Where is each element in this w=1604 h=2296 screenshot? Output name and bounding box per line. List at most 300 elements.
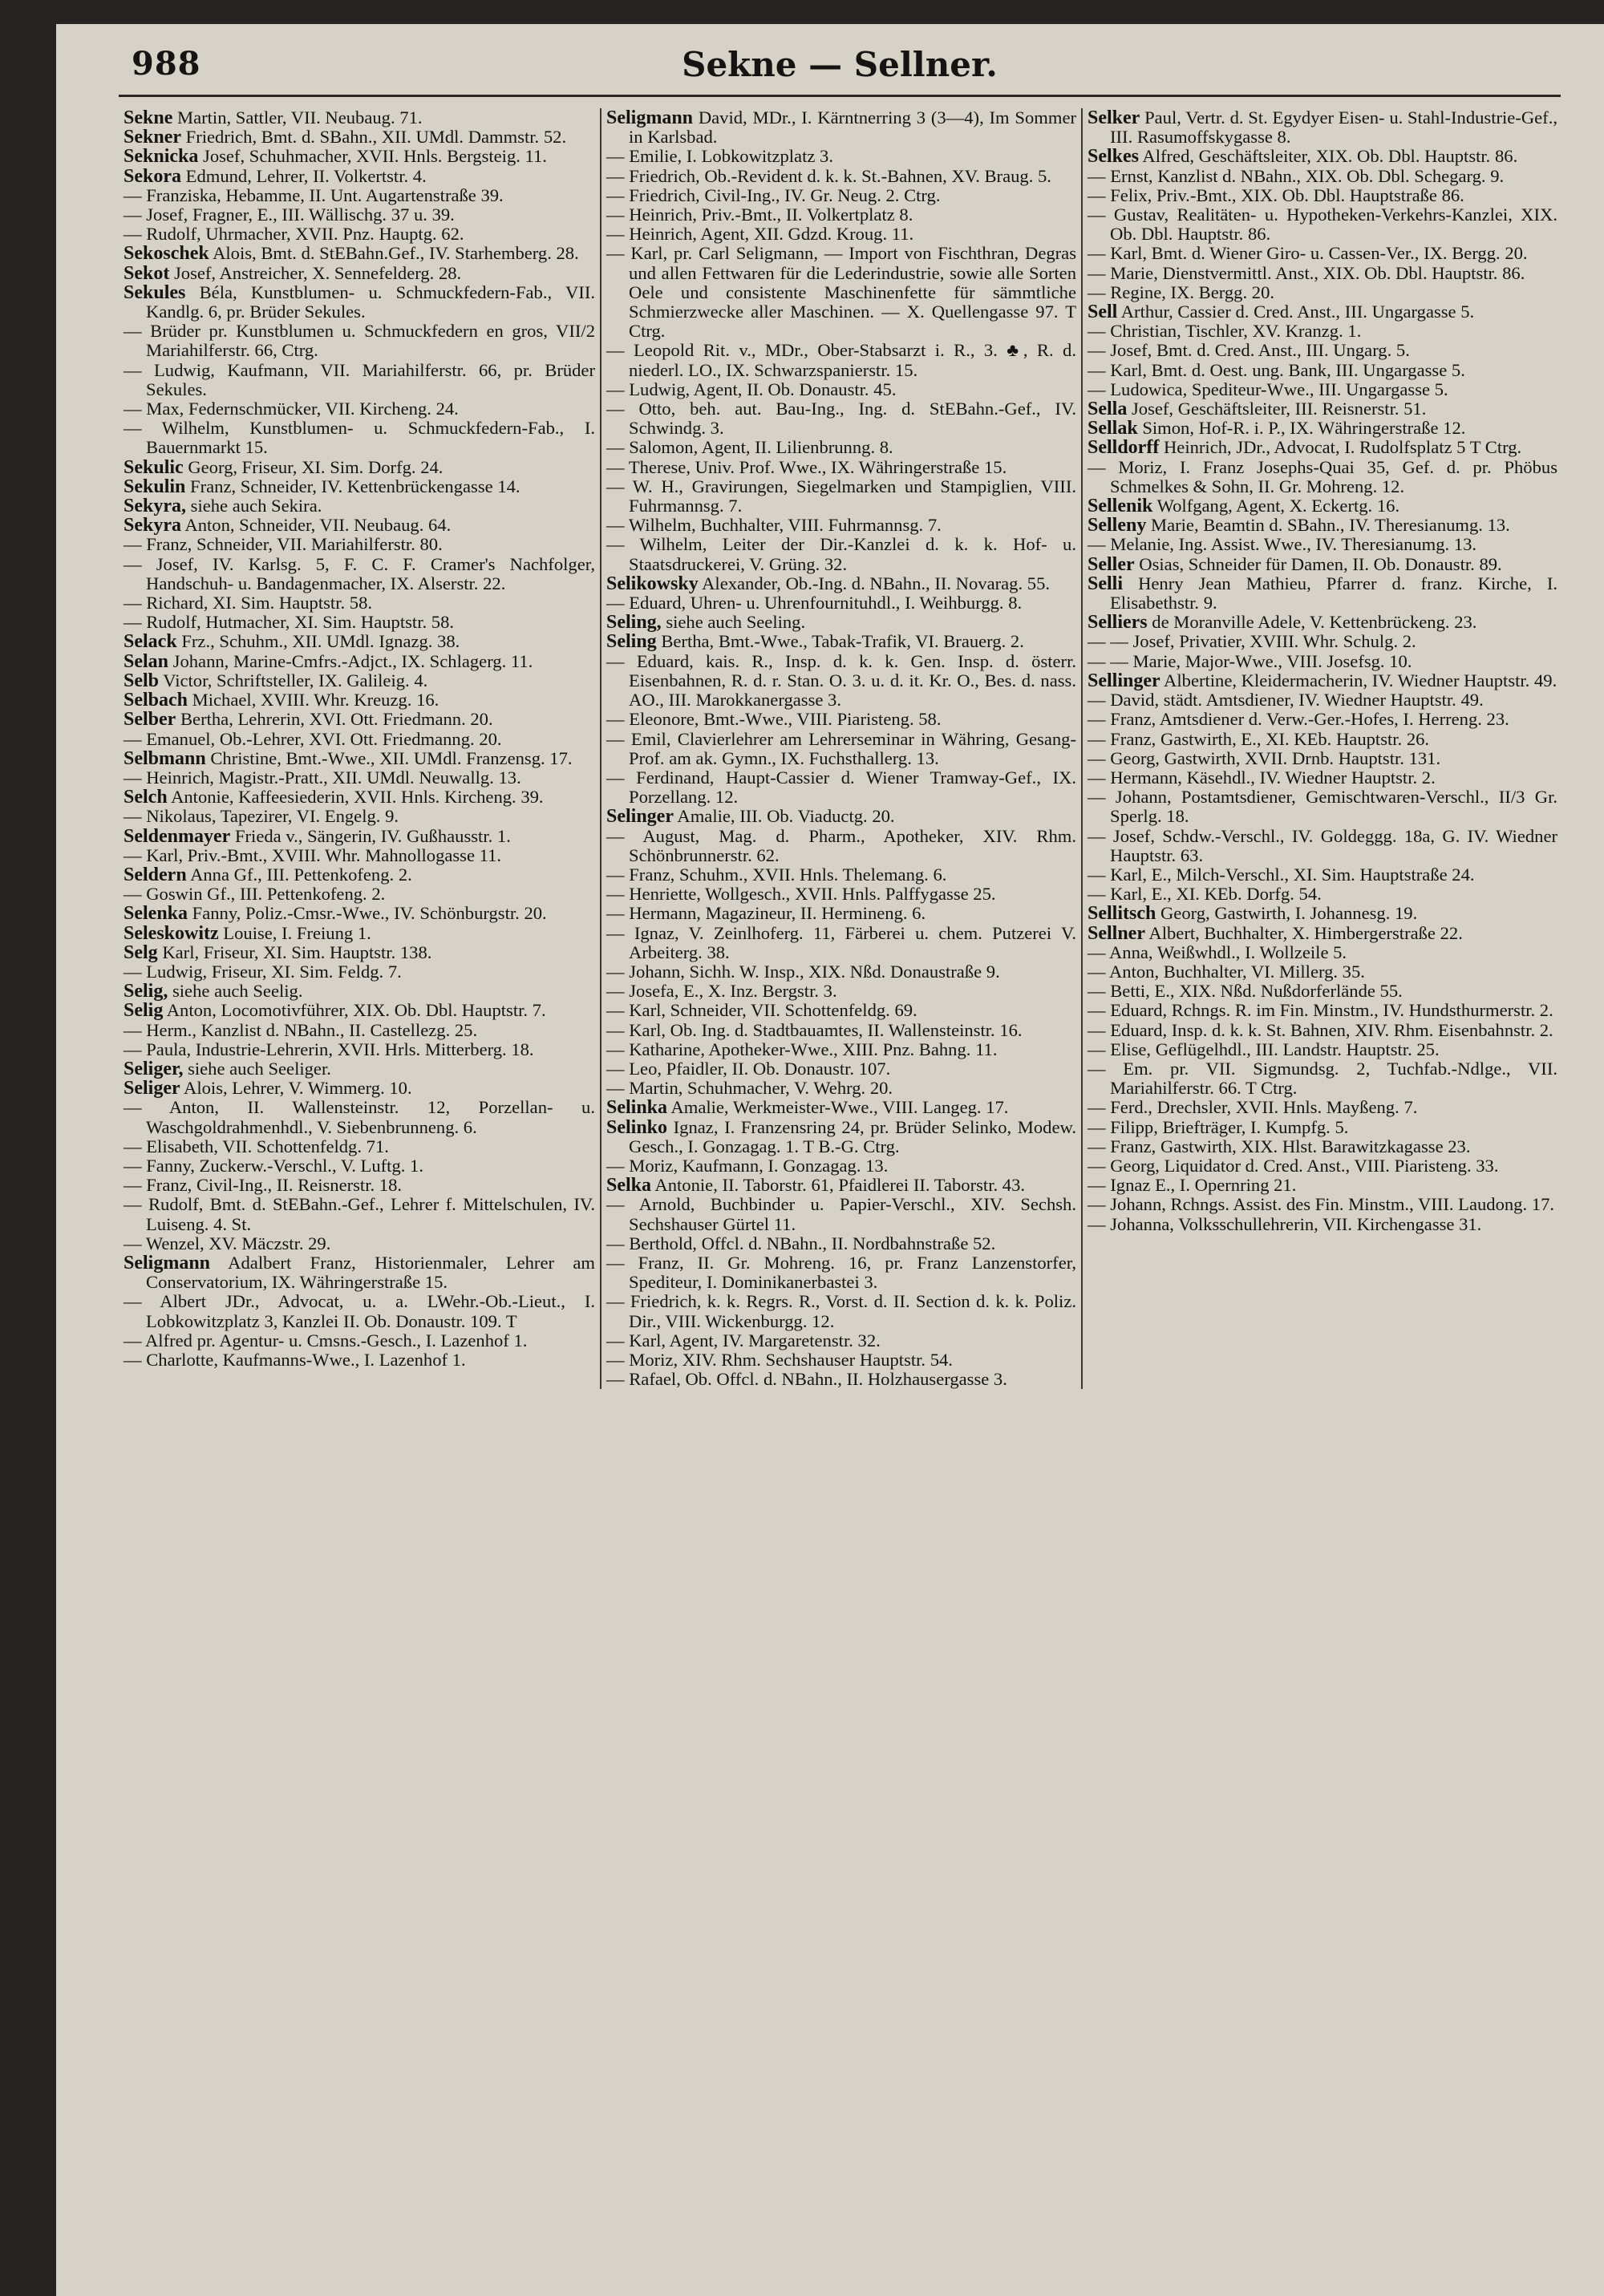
entry-details: Alfred, Geschäftsleiter, XIX. Ob. Dbl. Hauptstr. 86. <box>1139 146 1518 167</box>
entry-details: — Karl, Bmt. d. Wiener Giro- u. Cassen-Ver., IX. Bergg. 20. <box>1088 243 1528 264</box>
entry-surname: Selack <box>124 631 177 653</box>
entry-details: — Franz, Gastwirth, XIX. Hlst. Barawitzkagasse 23. <box>1088 1136 1471 1156</box>
directory-entry <box>606 885 1076 904</box>
entry-details: — Johanna, Volksschullehrerin, VII. Kirchengasse 31. <box>1088 1213 1482 1234</box>
entry-details: Antonie, II. Taborstr. 61, Pfaidlerei II. Taborstr. 43. <box>651 1175 1026 1196</box>
directory-entry <box>1088 1021 1557 1040</box>
entry-surname: Seliger, <box>124 1058 184 1079</box>
entry-surname: Sekne <box>124 107 173 128</box>
entry-details: — Friedrich, k. k. Regrs. R., Vorst. d. II. Section d. k. k. Poliz. Dir., VIII. Wickenburgg. 12. <box>606 1291 1076 1331</box>
entry-surname: Sellitsch <box>1088 903 1156 925</box>
entry-details: David, MDr., I. Kärntnerring 3 (3—4), Im Sommer in Karlsbad. <box>629 107 1076 148</box>
entry-details: — Ludwig, Agent, II. Ob. Donaustr. 45. <box>606 379 897 399</box>
directory-entry <box>124 865 595 885</box>
entry-details: Frieda v., Sängerin, IV. Gußhausstr. 1. <box>230 825 511 846</box>
entry-details: Ignaz, I. Franzensring 24, pr. Brüder Selinko, Modew. Gesch., I. Gonzagag. 1. T B.-G. Ctrg. <box>629 1116 1076 1156</box>
directory-entry <box>1088 322 1557 341</box>
directory-entry <box>1088 1176 1557 1195</box>
entry-details: — Ludwig, Friseur, XI. Sim. Feldg. 7. <box>124 961 402 982</box>
entry-details: Marie, Beamtin d. SBahn., IV. Theresianumg. 13. <box>1146 515 1510 536</box>
entry-details: — Eduard, Rchngs. R. im Fin. Minstm., IV. Hundsthurmerstr. 2. <box>1088 1000 1553 1021</box>
directory-entry <box>1088 865 1557 885</box>
entry-details: — Franz, Amtsdiener d. Verw.-Ger.-Hofes, I. Herreng. 23. <box>1088 709 1509 730</box>
directory-entry <box>1088 361 1557 380</box>
entry-details: Amalie, III. Ob. Viaductg. 20. <box>674 806 895 827</box>
directory-entry <box>606 710 1076 729</box>
directory-entry <box>124 924 595 943</box>
directory-entry <box>124 1040 595 1059</box>
directory-entry <box>1088 788 1557 826</box>
entry-details: — Nikolaus, Tapezirer, VI. Engelg. 9. <box>124 806 399 827</box>
directory-entry <box>124 690 595 710</box>
directory-entry <box>606 1001 1076 1020</box>
entry-details: Friedrich, Bmt. d. SBahn., XII. UMdl. Dammstr. 52. <box>181 127 567 148</box>
directory-entry <box>606 1292 1076 1330</box>
entry-details: — Heinrich, Agent, XII. Gdzd. Kroug. 11. <box>606 224 914 245</box>
entry-details: — Franz, Civil-Ing., II. Reisnerstr. 18. <box>124 1175 403 1196</box>
entry-details: Amalie, Werkmeister-Wwe., VIII. Langeg. 17. <box>667 1097 1009 1118</box>
entry-details: siehe auch Sekira. <box>186 496 322 516</box>
entry-details: — Wenzel, XV. Mäczstr. 29. <box>124 1233 331 1253</box>
entry-details: Arthur, Cassier d. Cred. Anst., III. Ungargasse 5. <box>1117 302 1475 322</box>
entry-surname: Seligmann <box>124 1252 211 1274</box>
entry-details: — Otto, beh. aut. Bau-Ing., Ing. d. StEBahn.-Gef., IV. Schwindg. 3. <box>606 399 1076 439</box>
directory-entry <box>606 924 1076 962</box>
directory-entry <box>124 147 595 166</box>
directory-entry <box>124 962 595 982</box>
entry-details: — David, städt. Amtsdiener, IV. Wiedner Hauptstr. 49. <box>1088 690 1484 711</box>
entry-surname: Selleny <box>1088 515 1147 537</box>
entry-surname: Selig, <box>124 981 168 1002</box>
entry-surname: Selenka <box>124 903 188 925</box>
entry-details: de Moranville Adele, V. Kettenbrückeng. 23. <box>1147 612 1477 633</box>
page-number: 988 <box>132 45 201 83</box>
entry-details: — Gustav, Realitäten- u. Hypotheken-Verkehrs-Kanzlei, XIX. Ob. Dbl. Hauptstr. 86. <box>1088 204 1557 245</box>
directory-entry <box>1088 632 1557 651</box>
entry-details: — Leo, Pfaidler, II. Ob. Donaustr. 107. <box>606 1058 891 1079</box>
directory-entry <box>124 555 595 593</box>
directory-entry <box>124 244 595 263</box>
directory-entry <box>1088 244 1557 263</box>
entry-details: — Ludwig, Kaufmann, VII. Mariahilferstr. 66, pr. Brüder Sekules. <box>124 359 595 399</box>
directory-entry <box>606 380 1076 399</box>
directory-entry <box>1088 380 1557 399</box>
entry-details: — Moriz, XIV. Rhm. Sechshauser Hauptstr. 54. <box>606 1350 953 1370</box>
directory-entry <box>124 749 595 768</box>
entry-details: — Regine, IX. Bergg. 20. <box>1088 281 1275 302</box>
directory-entry <box>1088 885 1557 904</box>
directory-entry <box>606 147 1076 166</box>
directory-entry <box>124 1098 595 1136</box>
entry-surname: Sekner <box>124 127 181 148</box>
directory-entry <box>1088 1195 1557 1214</box>
entry-details: Antonie, Kaffeesiederin, XVII. Hnls. Kircheng. 39. <box>167 787 544 808</box>
entry-surname: Selbmann <box>124 747 206 769</box>
directory-entry <box>124 632 595 651</box>
directory-entry <box>1088 574 1557 613</box>
entry-surname: Seling, <box>606 612 662 634</box>
directory-entry <box>1088 613 1557 632</box>
entry-details: — Franz, II. Gr. Mohreng. 16, pr. Franz Lanzenstorfer, Spediteur, I. Dominikanerbastei 3. <box>606 1252 1076 1293</box>
entry-details: Victor, Schriftsteller, IX. Galileig. 4. <box>159 670 428 690</box>
directory-entry <box>124 1021 595 1040</box>
entry-details: — Ignaz, V. Zeinlhoferg. 11, Färberei u. chem. Putzerei V. Arbeiterg. 38. <box>606 922 1076 962</box>
entry-details: — Friedrich, Civil-Ing., IV. Gr. Neug. 2. Ctrg. <box>606 184 941 205</box>
directory-entry <box>606 477 1076 516</box>
directory-entry <box>124 1195 595 1233</box>
entry-details: — — Marie, Major-Wwe., VIII. Josefsg. 10. <box>1088 650 1412 671</box>
entry-details: — Moriz, Kaufmann, I. Gonzagag. 13. <box>606 1155 889 1176</box>
directory-entry <box>124 496 595 516</box>
directory-entry <box>606 167 1076 186</box>
directory-entry <box>606 458 1076 477</box>
entry-details: — Wilhelm, Kunstblumen- u. Schmuckfedern-Fab., I. Bauernmarkt 15. <box>124 418 595 458</box>
entry-details: — W. H., Gravirungen, Siegelmarken und Stampiglien, VIII. Fuhrmannsg. 7. <box>606 476 1076 516</box>
directory-entry <box>606 186 1076 205</box>
entry-details: — Georg, Gastwirth, XVII. Drnb. Hauptstr. 131. <box>1088 747 1441 768</box>
directory-entry <box>1088 1156 1557 1176</box>
entry-details: — Josef, Schdw.-Verschl., IV. Goldeggg. 18a, G. IV. Wiedner Hauptstr. 63. <box>1088 825 1557 865</box>
entry-details: Henry Jean Mathieu, Pfarrer d. franz. Kirche, I. Elisabethstr. 9. <box>1110 573 1557 613</box>
directory-entry <box>124 768 595 788</box>
entry-surname: Sekyra <box>124 515 181 537</box>
entry-details: — Franz, Gastwirth, E., XI. KEb. Hauptstr. 26. <box>1088 728 1430 749</box>
entry-surname: Seldern <box>124 864 187 885</box>
directory-entry <box>606 827 1076 865</box>
directory-entry <box>606 1098 1076 1117</box>
directory-entry <box>1088 962 1557 982</box>
directory-entry <box>606 1156 1076 1176</box>
entry-details: Louise, I. Freiung 1. <box>218 922 371 943</box>
directory-entry <box>1088 419 1557 438</box>
directory-entry <box>1088 690 1557 710</box>
entry-surname: Selinka <box>606 1097 668 1119</box>
directory-entry <box>1088 108 1557 147</box>
entry-details: — Heinrich, Priv.-Bmt., II. Volkertplatz 8. <box>606 204 913 225</box>
entry-details: Alois, Lehrer, V. Wimmerg. 10. <box>180 1078 412 1099</box>
entry-details: Edmund, Lehrer, II. Volkertstr. 4. <box>181 165 427 186</box>
entry-details: — Franziska, Hebamme, II. Unt. Augartenstraße 39. <box>124 184 504 205</box>
directory-entry <box>606 807 1076 826</box>
directory-entry <box>124 205 595 225</box>
entry-details: — Herm., Kanzlist d. NBahn., II. Castellezg. 25. <box>124 1019 478 1040</box>
entry-surname: Seldenmayer <box>124 825 231 847</box>
entry-details: — Ferdinand, Haupt-Cassier d. Wiener Tramway-Gef., IX. Porzellang. 12. <box>606 767 1076 808</box>
entry-details: — Christian, Tischler, XV. Kranzg. 1. <box>1088 321 1362 342</box>
entry-details: — Johann, Rchngs. Assist. des Fin. Minstm., VIII. Laudong. 17. <box>1088 1194 1555 1215</box>
directory-entry <box>1088 1001 1557 1020</box>
entry-details: — Rafael, Ob. Offcl. d. NBahn., II. Holzhausergasse 3. <box>606 1369 1007 1390</box>
entry-details: — Eleonore, Bmt.-Wwe., VIII. Piaristeng. 58. <box>606 709 942 730</box>
entry-details: — Filipp, Briefträger, I. Kumpfg. 5. <box>1088 1116 1349 1137</box>
directory-entry <box>606 574 1076 593</box>
directory-entry <box>606 1176 1076 1195</box>
directory-entry <box>606 1195 1076 1233</box>
entry-columns <box>119 108 1561 1389</box>
entry-details: — Ferd., Drechsler, XVII. Hnls. Mayßeng. 7. <box>1088 1097 1418 1118</box>
entry-surname: Selinko <box>606 1116 668 1138</box>
entry-details: — Anton, II. Wallensteinstr. 12, Porzellan- u. Waschgoldrahmenhdl., V. Siebenbrunneng. 6. <box>124 1097 595 1137</box>
directory-entry <box>606 516 1076 535</box>
directory-entry <box>124 1137 595 1156</box>
directory-entry <box>606 535 1076 573</box>
entry-details: — Ignaz E., I. Opernring 21. <box>1088 1175 1297 1196</box>
entry-details: — Felix, Priv.-Bmt., XIX. Ob. Dbl. Hauptstraße 86. <box>1088 184 1464 205</box>
entry-details: — Hermann, Käsehdl., IV. Wiedner Hauptstr. 2. <box>1088 767 1436 788</box>
entry-surname: Selliers <box>1088 612 1148 634</box>
directory-entry <box>1088 167 1557 186</box>
entry-details: — Karl, Priv.-Bmt., XVIII. Whr. Mahnollogasse 11. <box>124 844 502 865</box>
entry-surname: Selch <box>124 787 168 808</box>
directory-entry <box>606 1079 1076 1098</box>
entry-details: — Hermann, Magazineur, II. Hermineng. 6. <box>606 903 926 924</box>
running-head: Sekne — Sellner. <box>682 45 998 84</box>
directory-entry <box>124 1079 595 1098</box>
directory-entry <box>606 962 1076 982</box>
entry-details: — Karl, Schneider, VII. Schottenfeldg. 69. <box>606 1000 917 1021</box>
entry-details: — Rudolf, Bmt. d. StEBahn.-Gef., Lehrer f. Mittelschulen, IV. Luiseng. 4. St. <box>124 1194 595 1234</box>
directory-entry <box>1088 652 1557 671</box>
entry-details: — Ernst, Kanzlist d. NBahn., XIX. Ob. Dbl. Schegarg. 9. <box>1088 165 1505 186</box>
directory-entry <box>1088 904 1557 923</box>
directory-entry <box>124 1350 595 1370</box>
entry-details: — Johann, Postamtsdiener, Gemischtwaren-Verschl., II/3 Gr. Sperlg. 18. <box>1088 787 1557 827</box>
entry-details: — Brüder pr. Kunstblumen u. Schmuckfedern en gros, VII/2 Mariahilferstr. 66, Ctrg. <box>124 321 595 361</box>
directory-entry <box>606 593 1076 613</box>
directory-entry <box>606 108 1076 147</box>
entry-surname: Sekora <box>124 165 181 187</box>
entry-surname: Selka <box>606 1175 652 1197</box>
directory-entry <box>606 865 1076 885</box>
entry-details: — Anna, Weißwhdl., I. Wollzeile 5. <box>1088 941 1347 962</box>
directory-entry <box>1088 147 1557 166</box>
entry-details: Josef, Anstreicher, X. Sennefelderg. 28. <box>169 262 462 283</box>
directory-entry <box>1088 535 1557 554</box>
directory-entry <box>124 788 595 807</box>
entry-details: — Berthold, Offcl. d. NBahn., II. Nordbahnstraße 52. <box>606 1233 996 1253</box>
directory-entry <box>124 1156 595 1176</box>
entry-surname: Selan <box>124 650 169 672</box>
entry-surname: Sekulic <box>124 456 184 478</box>
directory-entry <box>124 128 595 147</box>
entry-surname: Seknicka <box>124 146 199 168</box>
directory-entry <box>1088 438 1557 457</box>
entry-surname: Selber <box>124 709 176 731</box>
entry-surname: Selig <box>124 1000 164 1022</box>
directory-entry <box>124 904 595 923</box>
directory-entry <box>1088 1215 1557 1234</box>
entry-details: — Em. pr. VII. Sigmundsg. 2, Tuchfab.-Ndlge., VII. Mariahilferstr. 66. T Ctrg. <box>1088 1058 1557 1099</box>
entry-details: — August, Mag. d. Pharm., Apotheker, XIV. Rhm. Schönbrunnerstr. 62. <box>606 825 1076 865</box>
entry-details: Alois, Bmt. d. StEBahn.Gef., IV. Starhemberg. 28. <box>209 243 579 264</box>
entry-surname: Seling <box>606 631 657 653</box>
directory-entry <box>1088 399 1557 419</box>
scan-edge-top <box>0 0 1604 24</box>
entry-surname: Selinger <box>606 806 674 828</box>
entry-details: Wolfgang, Agent, X. Eckertg. 16. <box>1152 496 1400 516</box>
entry-surname: Sekot <box>124 262 170 284</box>
entry-details: — Karl, pr. Carl Seligmann, — Import von Fischthran, Degras und allen Fettwaren für die Lederindustrie, sowie alle Sorten Oele und consistente Maschinenfette für sämmtliche Schmierzwecke aller Maschinen. — X. Quellengasse 97. T Ctrg. <box>606 243 1076 342</box>
entry-details: — Salomon, Agent, II. Lilienbrunng. 8. <box>606 437 893 458</box>
directory-entry <box>1088 1040 1557 1059</box>
directory-entry <box>1088 496 1557 516</box>
entry-details: — Heinrich, Magistr.-Pratt., XII. UMdl. Neuwallg. 13. <box>124 767 521 788</box>
entry-surname: Seller <box>1088 553 1135 575</box>
directory-entry <box>606 341 1076 379</box>
entry-details: — Wilhelm, Buchhalter, VIII. Fuhrmannsg. 7. <box>606 515 942 536</box>
directory-entry <box>124 846 595 865</box>
directory-entry <box>1088 1059 1557 1098</box>
entry-details: — Goswin Gf., III. Pettenkofeng. 2. <box>124 884 386 905</box>
entry-details: — Wilhelm, Leiter der Dir.-Kanzlei d. k. k. Hof- u. Staatsdruckerei, V. Grüng. 32. <box>606 534 1076 574</box>
entry-details: — Emanuel, Ob.-Lehrer, XVI. Ott. Friedmanng. 20. <box>124 728 502 749</box>
entry-details: — Richard, XI. Sim. Hauptstr. 58. <box>124 593 373 613</box>
entry-details: Josef, Geschäftsleiter, III. Reisnerstr. 51. <box>1127 399 1427 419</box>
entry-details: — Georg, Liquidator d. Cred. Anst., VIII. Piaristeng. 33. <box>1088 1155 1499 1176</box>
entry-details: siehe auch Seelig. <box>168 981 303 1002</box>
directory-entry <box>124 225 595 244</box>
directory-entry <box>124 671 595 690</box>
directory-entry <box>124 1001 595 1020</box>
directory-entry <box>124 1253 595 1292</box>
entry-details: Fanny, Poliz.-Cmsr.-Wwe., IV. Schönburgstr. 20. <box>188 903 547 924</box>
entry-surname: Selg <box>124 941 158 963</box>
entry-details: — Eduard, Uhren- u. Uhrenfournituhdl., I. Weihburgg. 8. <box>606 593 1023 613</box>
entry-surname: Sellak <box>1088 418 1138 439</box>
entry-details: — Josef, Bmt. d. Cred. Anst., III. Ungarg. 5. <box>1088 340 1410 361</box>
entry-details: Georg, Gastwirth, I. Johannesg. 19. <box>1156 903 1418 924</box>
entry-details: Josef, Schuhmacher, XVII. Hnls. Bergsteig. 11. <box>198 146 547 167</box>
directory-entry <box>1088 730 1557 749</box>
directory-entry <box>606 632 1076 651</box>
entry-details: — Karl, E., XI. KEb. Dorfg. 54. <box>1088 884 1322 905</box>
entry-details: Georg, Friseur, XI. Sim. Dorfg. 24. <box>183 456 444 477</box>
directory-entry <box>606 1059 1076 1079</box>
directory-entry <box>606 244 1076 341</box>
directory-entry <box>1088 924 1557 943</box>
directory-entry <box>124 593 595 613</box>
entry-details: — Katharine, Apotheker-Wwe., XIII. Pnz. Bahng. 11. <box>606 1039 998 1059</box>
directory-entry <box>1088 186 1557 205</box>
directory-entry <box>606 225 1076 244</box>
entry-details: — Karl, Bmt. d. Oest. ung. Bank, III. Ungargasse 5. <box>1088 359 1465 380</box>
directory-entry <box>606 982 1076 1001</box>
directory-entry <box>606 652 1076 711</box>
directory-entry <box>1088 264 1557 283</box>
entry-details: Karl, Friseur, XI. Sim. Hauptstr. 138. <box>157 941 432 962</box>
entry-details: — Emil, Clavierlehrer am Lehrerseminar in Währing, Gesang-Prof. am ak. Gymn., IX. Fuchsthallerg. 13. <box>606 728 1076 768</box>
entry-details: Adalbert Franz, Historienmaler, Lehrer am Conservatorium, IX. Währingerstraße 15. <box>146 1252 595 1293</box>
directory-entry <box>124 108 595 128</box>
directory-entry <box>124 167 595 186</box>
entry-details: Heinrich, JDr., Advocat, I. Rudolfsplatz 5 T Ctrg. <box>1159 437 1522 458</box>
directory-entry <box>1088 283 1557 302</box>
entry-details: Anton, Schneider, VII. Neubaug. 64. <box>181 515 452 536</box>
directory-entry <box>1088 341 1557 360</box>
directory-entry <box>1088 710 1557 729</box>
directory-entry <box>124 982 595 1001</box>
entry-details: — Ludowica, Spediteur-Wwe., III. Ungargasse 5. <box>1088 379 1448 399</box>
directory-entry <box>1088 671 1557 690</box>
entry-surname: Sell <box>1088 302 1118 323</box>
directory-entry <box>1088 205 1557 244</box>
directory-entry <box>124 1331 595 1350</box>
entry-details: — Karl, Agent, IV. Margaretenstr. 32. <box>606 1330 881 1350</box>
entry-details: — Albert JDr., Advocat, u. a. LWehr.-Ob.-Lieut., I. Lobkowitzplatz 3, Kanzlei II. Ob. Donaustr. 109. T <box>124 1291 595 1331</box>
entry-details: — Karl, E., Milch-Verschl., XI. Sim. Hauptstraße 24. <box>1088 864 1475 885</box>
directory-entry <box>124 1234 595 1253</box>
entry-details: siehe auch Seeling. <box>661 612 806 633</box>
entry-surname: Sekules <box>124 281 186 303</box>
directory-entry <box>124 652 595 671</box>
entry-surname: Selldorff <box>1088 437 1160 459</box>
directory-entry <box>124 1292 595 1330</box>
entry-details: — Elise, Geflügelhdl., III. Landstr. Hauptstr. 25. <box>1088 1039 1440 1059</box>
directory-entry <box>606 205 1076 225</box>
entry-surname: Sekulin <box>124 476 186 497</box>
entry-surname: Sellner <box>1088 922 1145 944</box>
entry-details: Simon, Hof-R. i. P., IX. Währingerstraße 12. <box>1137 418 1466 439</box>
entry-details: — Melanie, Ing. Assist. Wwe., IV. Theresianumg. 13. <box>1088 534 1477 555</box>
entry-details: — Charlotte, Kaufmanns-Wwe., I. Lazenhof 1. <box>124 1350 466 1370</box>
entry-details: — Eduard, kais. R., Insp. d. k. k. Gen. Insp. d. österr. Eisenbahnen, R. d. r. Stan. O. 3. u. d. it. Kr. O., Bes. d. nass. AO., III. Marokkanergasse 3. <box>606 650 1076 711</box>
directory-entry <box>124 730 595 749</box>
directory-entry <box>606 904 1076 923</box>
directory-entry <box>606 438 1076 457</box>
entry-surname: Selikowsky <box>606 573 699 594</box>
directory-entry <box>1088 555 1557 574</box>
directory-entry <box>1088 827 1557 865</box>
entry-details: Béla, Kunstblumen- u. Schmuckfedern-Fab., VII. Kandlg. 6, pr. Brüder Sekules. <box>146 281 595 322</box>
entry-details: — Leopold Rit. v., MDr., Ober-Stabsarzt i. R., 3. ♣, R. d. niederl. LO., IX. Schwarzspanierstr. 15. <box>606 340 1076 380</box>
directory-entry <box>1088 458 1557 496</box>
column-right <box>1081 108 1562 1389</box>
entry-details: — Arnold, Buchbinder u. Papier-Verschl., XIV. Sechsh. Sechshauser Gürtel 11. <box>606 1194 1076 1234</box>
directory-entry <box>606 1331 1076 1350</box>
entry-surname: Selkes <box>1088 146 1140 168</box>
entry-details: Michael, XVIII. Whr. Kreuzg. 16. <box>188 690 439 711</box>
entry-details: Frz., Schuhm., XII. UMdl. Ignazg. 38. <box>176 631 460 652</box>
column-middle <box>600 108 1081 1389</box>
entry-details: — Marie, Dienstvermittl. Anst., XIX. Ob. Dbl. Hauptstr. 86. <box>1088 262 1525 283</box>
entry-details: — Fanny, Zuckerw.-Verschl., V. Luftg. 1. <box>124 1155 423 1176</box>
directory-entry <box>124 1176 595 1195</box>
directory-entry <box>124 283 595 322</box>
entry-details: siehe auch Seeliger. <box>183 1058 331 1079</box>
entry-details: — Eduard, Insp. d. k. k. St. Bahnen, XIV. Rhm. Eisenbahnstr. 2. <box>1088 1019 1553 1040</box>
directory-entry <box>606 1370 1076 1389</box>
directory-entry <box>124 807 595 826</box>
directory-entry <box>124 613 595 632</box>
directory-entry <box>606 1021 1076 1040</box>
entry-details: — Karl, Ob. Ing. d. Stadtbauamtes, II. Wallensteinstr. 16. <box>606 1019 1023 1040</box>
entry-surname: Selli <box>1088 573 1124 594</box>
entry-details: — Rudolf, Hutmacher, XI. Sim. Hauptstr. 58. <box>124 612 455 633</box>
entry-details: — Paula, Industrie-Lehrerin, XVII. Hrls. Mitterberg. 18. <box>124 1039 534 1059</box>
entry-details: Osias, Schneider für Damen, II. Ob. Donaustr. 89. <box>1134 553 1502 574</box>
entry-surname: Selker <box>1088 107 1140 128</box>
entry-details: Anton, Locomotivführer, XIX. Ob. Dbl. Hauptstr. 7. <box>163 1000 546 1021</box>
entry-surname: Seligmann <box>606 107 694 128</box>
entry-surname: Sella <box>1088 399 1128 420</box>
entry-details: Paul, Vertr. d. St. Egydyer Eisen- u. Stahl-Industrie-Gef., III. Rasumoffskygasse 8. <box>1110 107 1557 148</box>
entry-details: — Henriette, Wollgesch., XVII. Hnls. Palffygasse 25. <box>606 884 996 905</box>
entry-details: Martin, Sattler, VII. Neubaug. 71. <box>172 107 423 128</box>
entry-details: Albertine, Kleidermacherin, IV. Wiedner Hauptstr. 49. <box>1160 670 1557 690</box>
directory-entry <box>1088 1118 1557 1137</box>
directory-entry <box>606 1350 1076 1370</box>
entry-details: Christine, Bmt.-Wwe., XII. UMdl. Franzensg. 17. <box>205 747 573 768</box>
